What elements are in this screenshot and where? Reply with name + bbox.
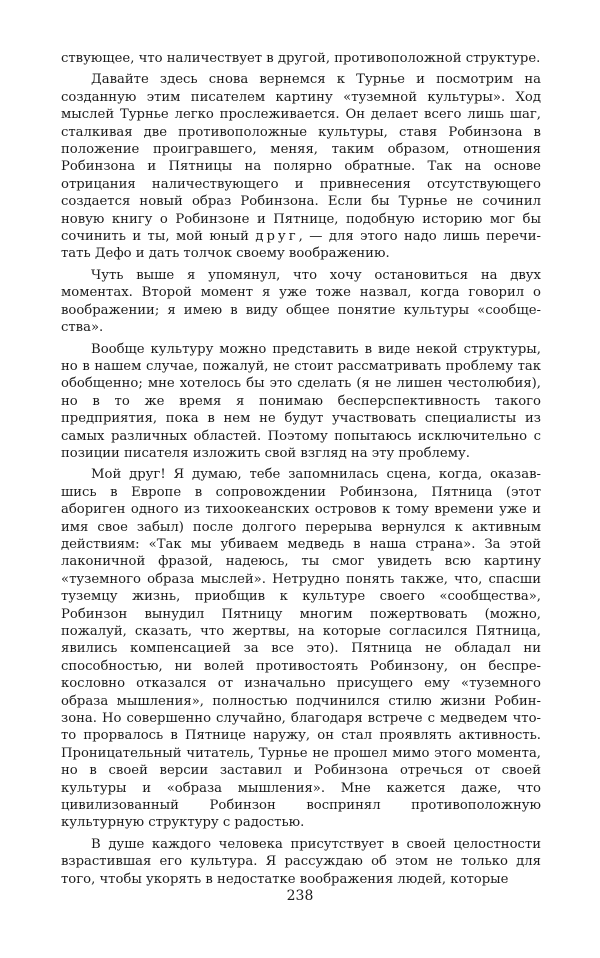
paragraph-2-tail: , — для этого надо лишь перечитать Дефо и дать толчок своему воображению.: [61, 229, 541, 262]
paragraph-3: Чуть выше я упомянул, что хочу остановиться на двух моментах. Второй момент я уже тоже назвал, когда говорил о воображении; я имею в виду общее понятие культуры «сообщества».: [61, 267, 541, 336]
paragraph-2: [61, 71, 541, 262]
paragraph-1: ствующее, что наличествует в другой, противоположной структуре.: [61, 51, 541, 66]
page-number: 238: [286, 888, 314, 904]
paragraph-5: Мой друг! Я думаю, тебе запомнилась сцена, когда, оказавшись в Европе в сопровождении Робинзона, Пятница (этот абориген одного из тихоокеанских островов к тому времени уже и имя свое забыл) после долгого перерыва вернулся к активным действиям: «Так мы убиваем медведь в наша страна». За этой лаконичной фразой, надеюсь, ты смог увидеть всю картину «туземного образа мыслей». Нетрудно понять также, что, спасши туземцу жизнь, приобщив к культуре своего «сообщества», Робинзон вынудил Пятницу многим пожертвовать (можно, пожалуй, сказать, что жертвы, на которые согласился Пятница, явились компенсацией за все это). Пятница не обладал ни способностью, ни волей противостоять Робинзону, он беспрекословно отказался от изначально присущего ему «туземного образа мышления», полностью подчинился стилю жизни Робинзона. Но совершенно случайно, благодаря встрече с медведем что-то прорвалось в Пятнице наружу, он стал проявлять активность. Проницательный читатель, Турнье не прошел мимо этого момента, но в своей версии заставил и Робинзона отречься от своей культуры и «образа мышления». Мне кажется даже, что цивилизованный Робинзон воспринял противоположную культурную структуру с радостью.: [61, 467, 541, 831]
page-body: [61, 50, 541, 892]
paragraph-4: Вообще культуру можно представить в виде некой структуры, но в нашем случае, пожалуй, не стоит рассматривать проблему так обобщенно; мне хотелось бы это сделать (я не лишен честолюбия), но в то же время я понимаю бесперспективность такого предприятия, пока в нем не будут участвовать специалисты из самых различных областей. Поэтому попытаюсь исключительно с позиции писателя изложить свой взгляд на эту проблему.: [61, 341, 541, 461]
paragraph-2-spaced-word: друг: [255, 229, 299, 245]
paragraph-6: В душе каждого человека присутствует в своей целостности взрастившая его культура. Я рассуждаю об этом не только для того, чтобы укорять в недостатке воображения людей, которые: [61, 836, 541, 887]
paragraph-2-text: Давайте здесь снова вернемся к Турнье и посмотрим на созданную этим писателем картину «туземной культуры». Ход мыслей Турнье легко прослеживается. Он делает всего лишь шаг, сталкивая две противоположные культуры, ставя Робинзона в положение проигравшего, меняя, таким образом, отношения Робинзона и Пятницы на полярно обратные. Так на основе отрицания наличествующего и привнесения отсутствующего создается новый образ Робинзона. Если бы Турнье не сочинил новую книгу о Робинзоне и Пятнице, подобную историю мог бы сочинить и ты, мой юный: [61, 72, 541, 245]
